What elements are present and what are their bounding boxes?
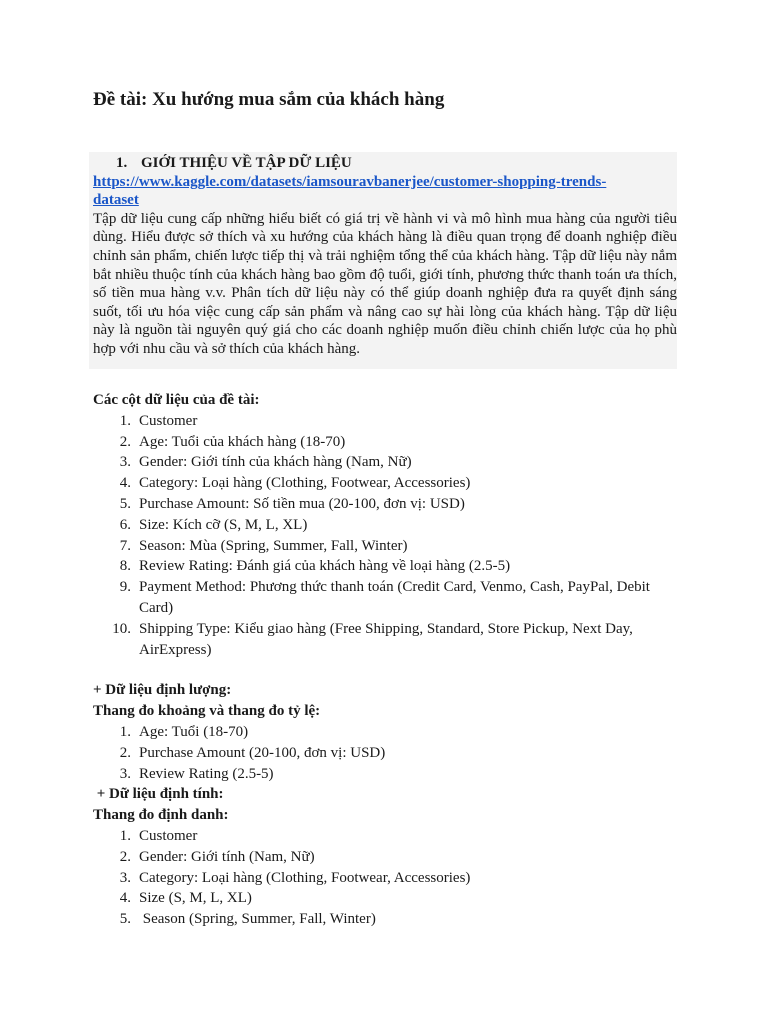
list-item-number: 8. — [119, 558, 131, 575]
list-item — [93, 515, 683, 536]
list-item-number: 1. — [119, 723, 131, 740]
list-item — [93, 826, 683, 847]
document-title: Đề tài: Xu hướng mua sắm của khách hàng — [93, 89, 445, 110]
quantitative-list — [93, 722, 683, 784]
list-item — [93, 847, 683, 868]
list-item — [93, 452, 683, 473]
list-item — [93, 722, 683, 743]
list-item-text: Purchase Amount: Số tiền mua (20-100, đơn vị: USD) — [139, 495, 465, 512]
dataset-link-line-1[interactable]: https://www.kaggle.com/datasets/iamsouravbanerjee/customer-shopping-trends- — [93, 173, 607, 190]
list-item-text: Age: Tuổi (18-70) — [139, 723, 249, 740]
list-item-text: Gender: Giới tính (Nam, Nữ) — [139, 848, 315, 865]
list-item-text: Age: Tuổi của khách hàng (18-70) — [139, 433, 346, 450]
list-item-text: Review Rating: Đánh giá của khách hàng về loại hàng (2.5-5) — [139, 558, 511, 575]
list-item-number: 3. — [119, 454, 131, 471]
dataset-link[interactable] — [93, 173, 677, 210]
list-item-number: 1. — [119, 827, 131, 844]
list-item-text: Season: Mùa (Spring, Summer, Fall, Winter) — [139, 537, 408, 554]
list-item-number: 4. — [119, 475, 131, 492]
list-item — [93, 536, 683, 557]
intro-paragraph: Tập dữ liệu cung cấp những hiểu biết có giá trị về hành vi và mô hình mua hàng của người tiêu dùng. Hiểu được sở thích và xu hướng của khách hàng là điều quan trọng để doanh nghiệp điều chỉnh sản phẩm, chiến lược tiếp thị và trải nghiệm tổng thể của khách hàng. Tập dữ liệu này nắm bắt nhiều thuộc tính của khách hàng bao gồm độ tuổi, giới tính, phương thức thanh toán ưa thích, số tiền mua hàng v.v. Phân tích dữ liệu này có thể giúp doanh nghiệp đưa ra quyết định sáng suốt, tối ưu hóa việc cung cấp sản phẩm và nâng cao sự hài lòng của khách hàng. Tập dữ liệu này là nguồn tài nguyên quý giá cho các doanh nghiệp muốn điều chỉnh chiến lược của họ phù hợp với nhu cầu và sở thích của khách hàng. — [93, 210, 677, 357]
list-item-number: 2. — [119, 433, 131, 450]
quantitative-subheading: Thang đo khoảng và thang đo tỷ lệ: — [93, 703, 321, 720]
list-item-number: 4. — [119, 890, 131, 907]
intro-heading-text: GIỚI THIỆU VỀ TẬP DỮ LIỆU — [141, 155, 352, 171]
list-item-number: 5. — [119, 495, 131, 512]
list-item-number: 9. — [119, 579, 131, 596]
list-item — [93, 743, 683, 764]
list-item — [93, 432, 683, 453]
list-item — [93, 888, 683, 909]
columns-heading: Các cột dữ liệu của đề tài: — [93, 392, 260, 408]
list-item — [93, 619, 683, 661]
dataset-intro-block — [89, 152, 677, 369]
list-item-number: 7. — [119, 537, 131, 554]
list-item-text: Customer — [139, 827, 198, 844]
list-item — [93, 473, 683, 494]
quantitative-heading: + Dữ liệu định lượng: — [93, 682, 232, 699]
list-item — [93, 909, 683, 930]
intro-heading-number: 1. — [116, 155, 128, 171]
dataset-link-line-2[interactable]: dataset — [93, 192, 139, 209]
list-item-text: Size (S, M, L, XL) — [139, 890, 252, 907]
list-item-text: Category: Loại hàng (Clothing, Footwear, Accessories) — [139, 869, 471, 886]
list-item-number: 2. — [119, 744, 131, 761]
list-item-text: Gender: Giới tính của khách hàng (Nam, Nữ) — [139, 454, 412, 471]
list-item-number: 3. — [119, 869, 131, 886]
list-item — [93, 764, 683, 785]
list-item — [93, 494, 683, 515]
list-item-text: Season (Spring, Summer, Fall, Winter) — [139, 911, 376, 928]
list-item-number: 2. — [119, 848, 131, 865]
qualitative-subheading: Thang đo định danh: — [93, 807, 229, 824]
list-item-number: 6. — [119, 516, 131, 533]
columns-list — [93, 411, 683, 661]
list-item-text: Payment Method: Phương thức thanh toán (Credit Card, Venmo, Cash, PayPal, Debit Card) — [139, 579, 650, 616]
list-item-text: Shipping Type: Kiểu giao hàng (Free Shipping, Standard, Store Pickup, Next Day, AirExpress) — [139, 620, 633, 658]
list-item — [93, 411, 683, 432]
qualitative-list — [93, 826, 683, 930]
qualitative-heading: + Dữ liệu định tính: — [93, 786, 224, 803]
list-item — [93, 577, 683, 619]
intro-heading — [116, 154, 677, 173]
list-item — [93, 868, 683, 889]
columns-section — [93, 390, 683, 930]
list-item-text: Purchase Amount (20-100, đơn vị: USD) — [139, 744, 386, 761]
list-item-number: 1. — [119, 412, 131, 429]
list-item-text: Review Rating (2.5-5) — [139, 765, 274, 782]
list-item-number: 3. — [119, 765, 131, 782]
list-item-text: Customer — [139, 412, 198, 429]
list-item — [93, 556, 683, 577]
list-item-number: 5. — [119, 911, 131, 928]
list-item-number: 10. — [112, 620, 131, 637]
list-item-text: Size: Kích cỡ (S, M, L, XL) — [139, 516, 308, 533]
list-item-text: Category: Loại hàng (Clothing, Footwear, Accessories) — [139, 475, 471, 492]
